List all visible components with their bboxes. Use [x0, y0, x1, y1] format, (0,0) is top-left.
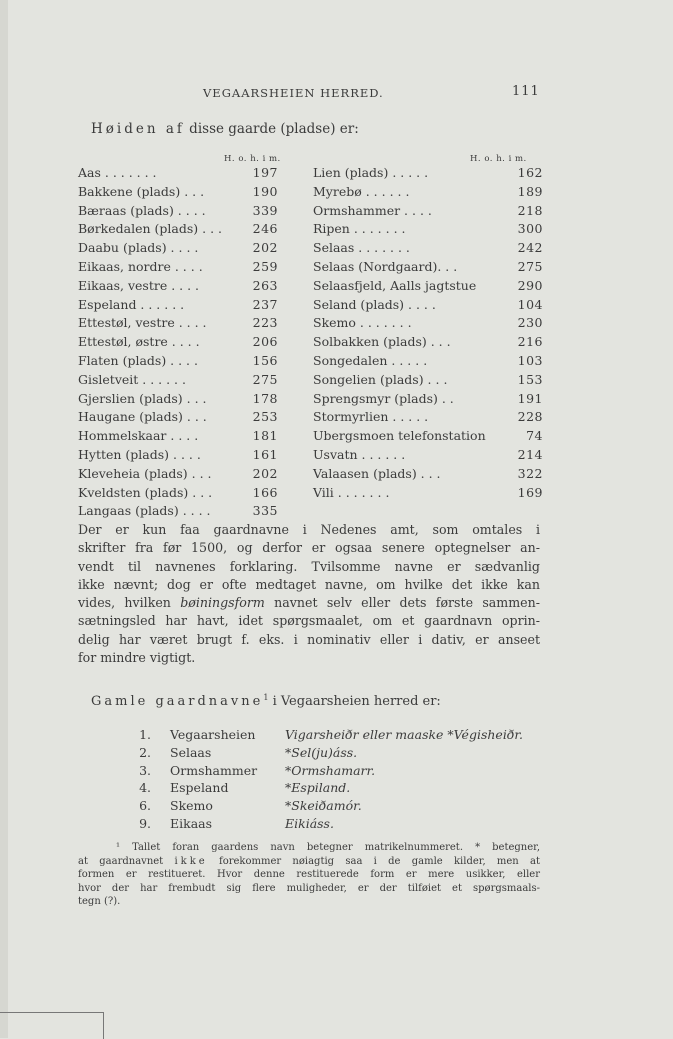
height-row — [313, 447, 543, 466]
matrikkel-number: 1. — [139, 727, 151, 742]
place-name: Aas . . . . . . . — [78, 165, 157, 180]
height-row — [313, 334, 543, 353]
height-row — [78, 259, 278, 278]
height-value: 74 — [526, 428, 543, 444]
place-name: Stormyrlien . . . . . — [313, 409, 429, 425]
height-value: 191 — [517, 390, 543, 406]
footnote — [78, 842, 540, 910]
place-name: Ettestøl, vestre . . . . — [78, 315, 207, 331]
footnote-text: at gaardnavnet — [78, 855, 175, 867]
height-value: 156 — [252, 352, 278, 368]
paragraph-line: skrifter fra før 1500, og derfor er ogsaa senere optegnelser an- — [78, 540, 540, 556]
place-name: Solbakken (plads) . . . — [313, 334, 451, 350]
height-value: 230 — [517, 315, 543, 331]
height-row — [78, 428, 278, 447]
unit-label-left: H. o. h. i m. — [224, 154, 281, 164]
footnote-line: ¹ Tallet foran gaardens navn betegner matrikelnummeret. * betegner, — [116, 842, 540, 853]
old-names-list — [135, 727, 545, 834]
place-name: Bæraas (plads) . . . . — [78, 202, 206, 218]
height-row — [78, 409, 278, 428]
old-name-form: *Ormshamarr. — [285, 762, 376, 778]
height-value: 162 — [517, 165, 543, 180]
height-value: 104 — [517, 296, 543, 312]
height-row — [78, 240, 278, 259]
place-name: Daabu (plads) . . . . — [78, 240, 199, 256]
height-row — [313, 297, 543, 316]
old-name-form: Vigarsheiðr eller maaske *Végisheiðr. — [285, 727, 523, 742]
modern-name: Espeland — [170, 780, 229, 796]
modern-name: Vegaarsheien — [170, 727, 256, 742]
place-name: Eikaas, vestre . . . . — [78, 277, 200, 293]
place-name: Seland (plads) . . . . — [313, 296, 436, 312]
place-name: Selaas . . . . . . . — [313, 240, 410, 256]
height-row — [313, 165, 543, 184]
place-name: Espeland . . . . . . — [78, 296, 185, 312]
place-name: Eikaas, nordre . . . . — [78, 258, 203, 274]
place-name: Songedalen . . . . . — [313, 352, 428, 368]
height-value: 246 — [252, 221, 278, 237]
height-row — [313, 221, 543, 240]
place-name: Langaas (plads) . . . . — [78, 503, 211, 519]
place-name: Ettestøl, østre . . . . — [78, 334, 200, 350]
place-name: Gisletveit . . . . . . — [78, 371, 186, 387]
height-row — [313, 278, 543, 297]
corner-mark — [0, 1012, 104, 1039]
modern-name: Eikaas — [170, 815, 213, 831]
place-name: Valaasen (plads) . . . — [313, 465, 441, 481]
height-value: 197 — [252, 165, 278, 180]
height-value: 178 — [252, 390, 278, 406]
intro-paragraph — [78, 522, 540, 668]
place-name: Ormshammer . . . . — [313, 202, 432, 218]
height-value: 253 — [252, 409, 278, 425]
height-row — [313, 391, 543, 410]
height-value: 153 — [517, 371, 543, 387]
old-names-heading — [91, 693, 441, 709]
matrikkel-number: 3. — [139, 762, 151, 778]
place-name: Hytten (plads) . . . . — [78, 446, 201, 462]
paragraph-line: ikke nævnt; dog er ofte medtaget navne, om hvilke det ikke kan — [78, 576, 540, 592]
height-row — [313, 353, 543, 372]
modern-name: Selaas — [170, 744, 212, 760]
place-name: Bakkene (plads) . . . — [78, 183, 205, 199]
height-value: 242 — [517, 240, 543, 256]
place-name: Ubergsmoen telefonstation — [313, 428, 486, 444]
footnote-spaced-word: ikke — [174, 855, 208, 867]
modern-name: Skemo — [170, 798, 213, 814]
place-name: Vili . . . . . . . — [313, 484, 390, 500]
place-name: Ripen . . . . . . . — [313, 221, 406, 237]
height-row — [313, 203, 543, 222]
paragraph-text: vides, hvilken — [78, 595, 181, 611]
place-name: Hommelskaar . . . . — [78, 428, 199, 444]
old-names-heading-rest: i Vegaarsheien herred er: — [268, 694, 441, 709]
height-row — [78, 466, 278, 485]
paragraph-line: for mindre vigtigt. — [78, 650, 196, 666]
old-name-form: *Sel(ju)áss. — [285, 744, 358, 760]
height-value: 161 — [252, 446, 278, 462]
height-row — [78, 297, 278, 316]
height-value: 335 — [252, 503, 278, 519]
old-name-row — [135, 798, 545, 816]
height-value: 237 — [252, 296, 278, 312]
height-value: 214 — [517, 446, 543, 462]
height-row — [313, 259, 543, 278]
old-name-form: *Espiland. — [285, 780, 351, 796]
height-value: 228 — [517, 409, 543, 425]
height-value: 169 — [517, 484, 543, 500]
footnote-line — [78, 856, 540, 870]
height-row — [78, 372, 278, 391]
place-name: Flaten (plads) . . . . — [78, 352, 198, 368]
height-row — [313, 428, 543, 447]
height-value: 300 — [517, 221, 543, 237]
footnote-line: formen er restitueret. Hvor denne restituerede form er mere usikker, eller — [78, 869, 540, 881]
place-name: Lien (plads) . . . . . — [313, 165, 429, 180]
height-row — [78, 184, 278, 203]
height-row — [313, 240, 543, 259]
paragraph-line: delig har været brugt f. eks. i nominativ eller i dativ, er anseet — [78, 631, 540, 647]
height-row — [78, 503, 278, 522]
height-row — [78, 334, 278, 353]
height-row — [313, 372, 543, 391]
place-name: Selaasfjeld, Aalls jagtstue — [313, 277, 477, 293]
footnote-line: tegn (?). — [78, 896, 121, 908]
height-value: 202 — [252, 240, 278, 256]
paragraph-text: navnet selv eller dets første sammen- — [264, 595, 540, 611]
height-row — [313, 485, 543, 504]
height-value: 275 — [517, 258, 543, 274]
matrikkel-number: 9. — [139, 815, 151, 831]
height-row — [78, 353, 278, 372]
height-value: 263 — [252, 277, 278, 293]
height-value: 218 — [517, 202, 543, 218]
height-row — [313, 184, 543, 203]
place-name: Skemo . . . . . . . — [313, 315, 412, 331]
place-name: Haugane (plads) . . . — [78, 409, 207, 425]
matrikkel-number: 2. — [139, 744, 151, 760]
matrikkel-number: 4. — [139, 780, 151, 796]
height-row — [313, 466, 543, 485]
height-value: 259 — [252, 258, 278, 274]
old-name-row — [135, 745, 545, 763]
height-value: 216 — [517, 334, 543, 350]
footnote-marker: 1 — [263, 693, 269, 702]
height-row — [78, 278, 278, 297]
height-row — [78, 485, 278, 504]
height-value: 206 — [252, 334, 278, 350]
old-name-form: *Skeiðamór. — [285, 798, 362, 814]
height-value: 290 — [517, 277, 543, 293]
place-name: Sprengsmyr (plads) . . — [313, 390, 454, 406]
footnote-line: hvor der har frembudt sig flere muligheder, er der tilføiet et spørgsmaals- — [78, 882, 540, 894]
height-row — [313, 315, 543, 334]
height-value: 322 — [517, 465, 543, 481]
old-name-row — [135, 763, 545, 781]
paragraph-italic-term: bøiningsform — [180, 595, 265, 611]
paragraph-line: Der er kun faa gaardnavne i Nedenes amt, som omtales i — [78, 522, 540, 537]
height-value: 190 — [252, 183, 278, 199]
height-row — [78, 203, 278, 222]
height-value: 166 — [252, 484, 278, 500]
height-row — [313, 409, 543, 428]
place-name: Børkedalen (plads) . . . — [78, 221, 222, 237]
height-value: 189 — [517, 183, 543, 199]
height-value: 223 — [252, 315, 278, 331]
place-name: Myrebø . . . . . . — [313, 183, 410, 199]
height-value: 181 — [252, 428, 278, 444]
page-edge — [0, 0, 8, 1038]
height-row — [78, 221, 278, 240]
height-value: 339 — [252, 202, 278, 218]
old-name-row — [135, 727, 545, 745]
place-name: Usvatn . . . . . . — [313, 446, 406, 462]
modern-name: Ormshammer — [170, 762, 258, 778]
unit-label-right: H. o. h. i m. — [470, 154, 527, 164]
heights-heading-spaced: Høiden af — [91, 121, 185, 137]
place-name: Gjerslien (plads) . . . — [78, 390, 207, 406]
heights-heading-rest: disse gaarde (pladse) er: — [184, 121, 359, 137]
height-row — [78, 447, 278, 466]
height-row — [78, 315, 278, 334]
heights-right-column — [313, 165, 543, 503]
height-value: 103 — [517, 352, 543, 368]
running-title: VEGAARSHEIEN HERRED. — [203, 86, 384, 100]
footnote-text: forekommer nøiagtig saa i de gamle kilder, men at — [207, 855, 540, 867]
height-row — [78, 165, 278, 184]
place-name: Selaas (Nordgaard). . . — [313, 258, 458, 274]
place-name: Kveldsten (plads) . . . — [78, 484, 213, 500]
height-value: 202 — [252, 465, 278, 481]
old-name-form: Eikiáss. — [285, 815, 334, 831]
place-name: Kleveheia (plads) . . . — [78, 465, 212, 481]
page-number: 111 — [512, 84, 540, 99]
heights-left-column — [78, 165, 278, 522]
old-name-row — [135, 816, 545, 834]
paragraph-line — [78, 595, 540, 613]
height-row — [78, 391, 278, 410]
matrikkel-number: 6. — [139, 798, 151, 814]
old-name-row — [135, 780, 545, 798]
heights-heading — [91, 121, 359, 137]
place-name: Songelien (plads) . . . — [313, 371, 448, 387]
old-names-heading-spaced: Gamle gaardnavne — [91, 694, 264, 709]
paragraph-line: vendt til navnenes forklaring. Tvilsomme navne er sædvanlig — [78, 558, 540, 574]
height-value: 275 — [252, 371, 278, 387]
paragraph-line: sætningsled har havt, idet spørgsmaalet, om et gaardnavn oprin- — [78, 613, 540, 629]
